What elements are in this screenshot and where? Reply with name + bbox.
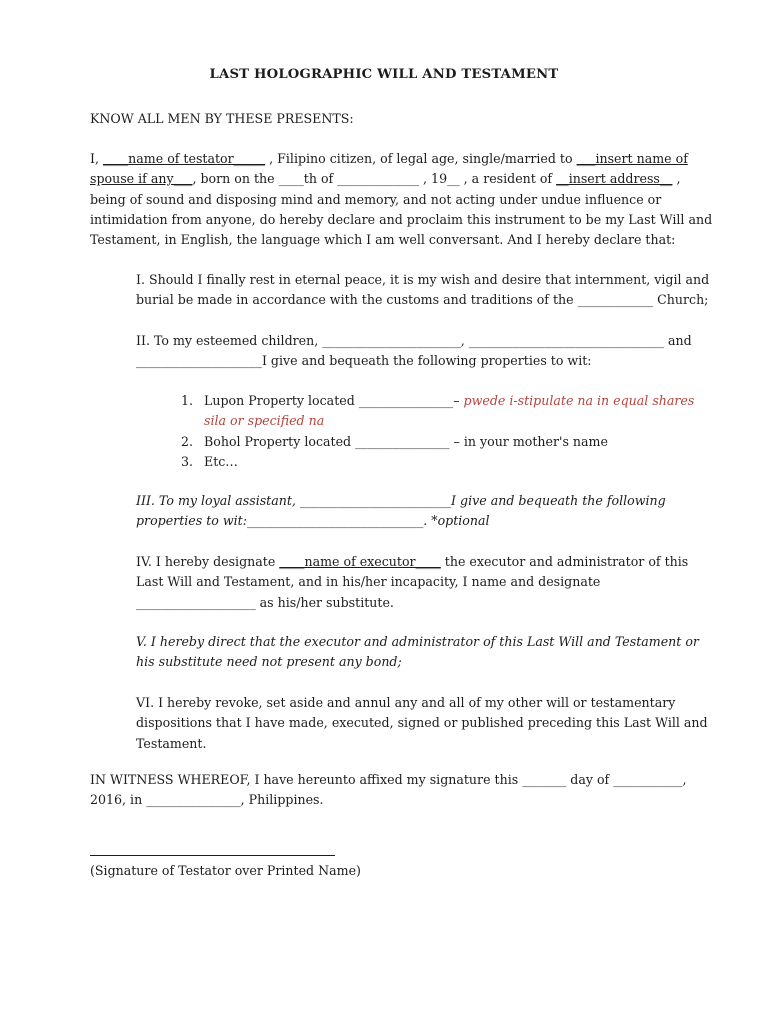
article-4: IV. I hereby designate ____name of executor____ the executor and administrator of this Last Will and Testament, and in his/her incapacity, I name and designate ___________________ as his/her substitute.	[136, 554, 689, 610]
list-item: 3. Etc…	[181, 453, 238, 469]
article-3: III. To my loyal assistant, ________________________I give and bequeath the following properties to wit:____________________________. *optional	[136, 493, 666, 529]
article-1: I. Should I finally rest in eternal peace, it is my wish and desire that internment, vigil and burial be made in accordance with the customs and traditions of the ____________ Church;	[136, 272, 710, 308]
signature-caption: (Signature of Testator over Printed Name)	[90, 863, 361, 878]
signature-line	[90, 855, 335, 856]
article-5: V. I hereby direct that the executor and administrator of this Last Will and Testament or his substitute need not present any bond;	[136, 634, 699, 670]
article-2: II. To my esteemed children, ______________________, _______________________________ and ____________________I give and bequeath the following properties to wit:	[136, 333, 692, 369]
witness-clause: IN WITNESS WHEREOF, I have hereunto affixed my signature this _______ day of ___________, 2016, in _______________, Philippines.	[90, 772, 687, 808]
spouse-name-blank: ___insert name of spouse if any___	[90, 151, 688, 187]
address-blank: __insert address__	[556, 171, 673, 187]
intro-line: KNOW ALL MEN BY THESE PRESENTS:	[90, 111, 354, 126]
list-item: 1. Lupon Property located _______________– pwede i-stipulate na in equal shares sila or specified na	[181, 393, 695, 429]
article-6: VI. I hereby revoke, set aside and annul any and all of my other will or testamentary dispositions that I have made, executed, signed or published preceding this Last Will and Testament.	[136, 695, 708, 751]
property-list	[176, 391, 716, 472]
executor-name-blank: ____name of executor____	[279, 554, 441, 569]
testator-name-blank: ____name of testator_____	[102, 151, 266, 166]
list-item: 2. Bohol Property located _______________ – in your mother's name	[181, 433, 608, 449]
item-note: pwede i-stipulate na in equal shares sila or specified na	[204, 393, 695, 429]
paragraph-declaration: I, ____name of testator_____ , Filipino citizen, of legal age, single/married to ___insert name of spouse if any___, born on the ____th of _____________ , 19__ , a resident of __insert address__ , being of sound and disposing mind and memory, and not acting under undue influence or intimidation from anyone, do hereby declare and proclaim this instrument to be my Last Will and Testament, in English, the language which I am well conversant. And I hereby declare that:	[90, 151, 713, 248]
document-title: LAST HOLOGRAPHIC WILL AND TESTAMENT	[209, 67, 559, 82]
